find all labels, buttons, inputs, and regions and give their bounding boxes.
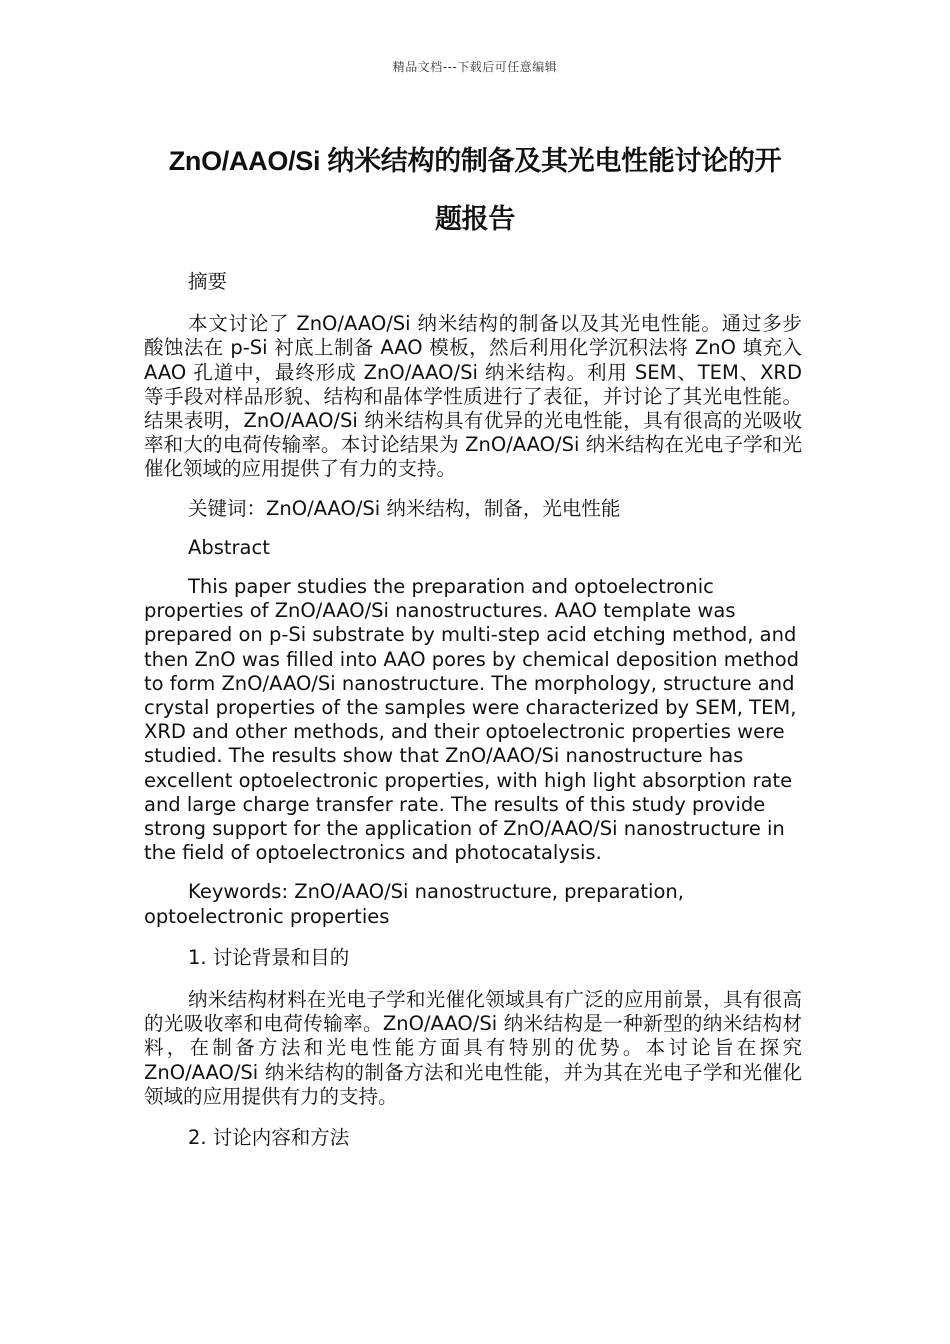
abstract-en-heading: Abstract	[188, 535, 270, 559]
abstract-en-body: This paper studies the preparation and optoelectronic properties of ZnO/AAO/Si nanostructures. AAO template was prepared on p-Si substrate by multi-step acid etching method, and then ZnO was filled into AAO pores by chemical deposition method to form ZnO/AAO/Si nanostructure. The morphology, structure and crystal properties of the samples were characterized by SEM, TEM, XRD and other methods, and their optoelectronic properties were studied. The results show that ZnO/AAO/Si nanostructure has excellent optoelectronic properties, with high light absorption rate and large charge transfer rate. The results of this study provide strong support for the application of ZnO/AAO/Si nanostructure in the field of optoelectronics and photocatalysis.	[144, 575, 800, 865]
document-body	[144, 270, 802, 1150]
abstract-cn-keywords: 关键词：ZnO/AAO/Si 纳米结构，制备，光电性能	[188, 496, 621, 520]
section-1-heading: 1. 讨论背景和目的	[188, 945, 350, 969]
section-1-body: 纳米结构材料在光电子学和光催化领域具有广泛的应用前景，具有很高的光吸收率和电荷传输率。ZnO/AAO/Si 纳米结构是一种新型的纳米结构材料，在制备方法和光电性能方面具有特别的优势。本讨论旨在探究 ZnO/AAO/Si 纳米结构的制备方法和光电性能，并为其在光电子学和光催化领域的应用提供有力的支持。	[144, 988, 802, 1108]
title-line-2: 题报告	[434, 204, 516, 234]
abstract-en-keywords: Keywords: ZnO/AAO/Si nanostructure, preparation, optoelectronic properties	[144, 880, 684, 928]
title-line-1: ZnO/AAO/Si 纳米结构的制备及其光电性能讨论的开	[168, 146, 782, 176]
document-title	[140, 132, 810, 248]
header-note: 精品文档---下载后可任意编辑	[392, 60, 558, 74]
abstract-cn-heading: 摘要	[188, 270, 228, 293]
section-2-heading: 2. 讨论内容和方法	[188, 1126, 350, 1150]
abstract-cn-body: 本文讨论了 ZnO/AAO/Si 纳米结构的制备以及其光电性能。通过多步酸蚀法在 p-Si 衬底上制备 AAO 模板，然后利用化学沉积法将 ZnO 填充入 AAO 孔道中，最终形成 ZnO/AAO/Si 纳米结构。利用 SEM、TEM、XRD 等手段对样品形貌、结构和晶体学性质进行了表征，并讨论了其光电性能。结果表明，ZnO/AAO/Si 纳米结构具有优异的光电性能，具有很高的光吸收率和大的电荷传输率。本讨论结果为 ZnO/AAO/Si 纳米结构在光电子学和光催化领域的应用提供了有力的支持。	[144, 312, 802, 481]
